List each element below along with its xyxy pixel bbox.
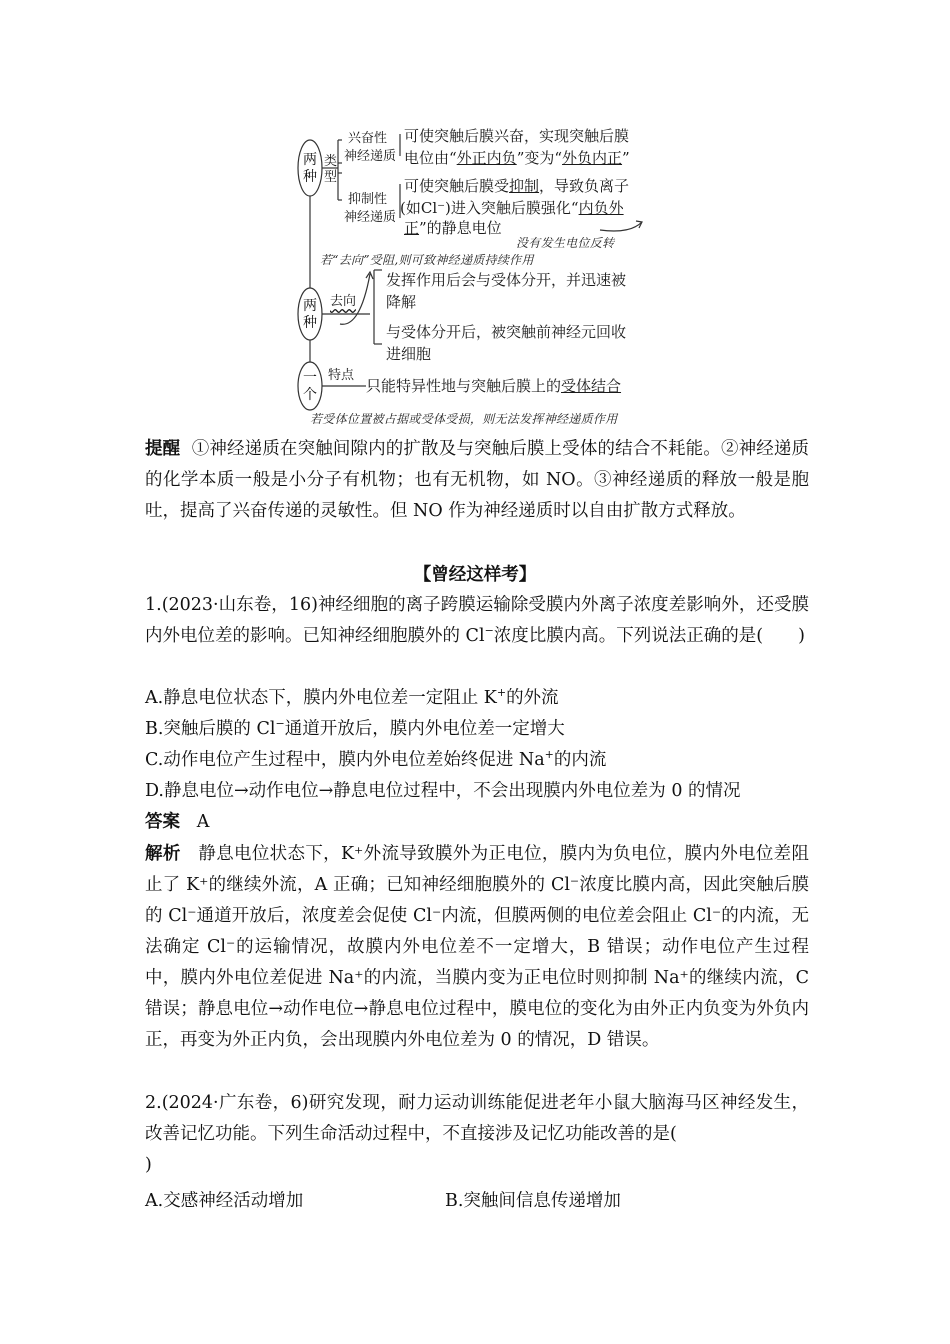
whereabouts-desc-3: 与受体分开后，被突触前神经元回收 [386,323,627,341]
excitatory-label-2: 神经递质 [344,149,397,164]
q1-answer-label: 答案 [145,812,180,832]
tip-paragraph [145,434,809,527]
q1-stem-b: 浓度比膜内高。下列说法正确的是( ) [493,626,805,646]
inhib-desc-3a: 正 [404,219,420,237]
q1-opt-a-a: A.静息电位状态下，膜内外电位差一定阻止 K [145,688,497,708]
q2-stem [145,1088,809,1181]
note-no-reversal: 没有发生电位反转 [516,236,615,250]
inhib-desc-2a: (如Cl⁻)进入突触后膜强化“ [400,199,579,217]
inhibitory-desc-line-1 [404,176,629,196]
excit-desc-2c: ”变为“ [516,149,563,167]
q2-stem-text: 2.(2024·广东卷，6)研究发现，耐力运动训练能促进老年小鼠大脑海马区神经发生，改善记忆功能。下列生命活动过程中，不直接涉及记忆功能改善的是( [145,1093,809,1144]
q1-opt-a-b: 的外流 [506,688,559,708]
whereabouts-desc-1: 发挥作用后会与受体分开，并迅速被 [386,271,627,289]
q1-option-b [145,714,565,744]
q1-opt-b-a: B.突触后膜的 Cl [145,719,276,739]
q2-stem-end: ) [145,1155,152,1175]
excit-desc-2a: 电位由“ [404,149,457,167]
inhib-desc-2b: 内负外 [578,199,624,217]
q1-option-d: D.静息电位→动作电位→静息电位过程中，不会出现膜内外电位差为 0 的情况 [145,781,741,801]
section-title: 【曾经这样考】 [413,565,537,585]
q2-option-a: A.交感神经活动增加 [145,1191,304,1211]
inhibitory-desc-line-2 [400,198,624,218]
excitatory-desc-line-1: 可使突触后膜兴奋，实现突触后膜 [404,127,630,145]
q1-analysis-label: 解析 [145,844,181,864]
circle-feature-label: 一个 [303,370,317,403]
inhib-desc-3b: ”的静息电位 [419,219,502,237]
note-receptor: 若受体位置被占据或受体受损，则无法发挥神经递质作用 [310,412,618,426]
inhibitory-label-1: 抑制性 [348,192,388,207]
excit-desc-2d: 外负内正 [562,149,623,167]
q1-answer [145,807,209,837]
inhibitory-desc-line-3 [404,218,502,238]
q1-stem-a: 1.(2023·山东卷，16)神经细胞的离子跨膜运输除受膜内外离子浓度差影响外，还受膜内外电位差的影响。已知神经细胞膜外的 Cl [145,595,809,646]
feature-desc-a: 只能特异性地与突触后膜上的 [366,377,562,395]
feature-desc-b: 受体结合 [561,377,622,395]
feature-desc [366,376,621,396]
q1-opt-c-a: C.动作电位产生过程中，膜内外电位差始终促进 Na [145,750,545,770]
whereabouts-desc-2: 降解 [386,293,417,311]
q1-analysis [145,839,809,1056]
q1-stem-sup: − [484,624,494,638]
q1-opt-c-sup: + [544,748,554,762]
q1-opt-a-sup: + [496,686,507,700]
excitatory-label-1: 兴奋性 [348,131,388,146]
tip-label: 提醒 [145,439,181,459]
circle-whereabouts-label: 两种 [303,298,317,331]
q2-option-b: B.突触间信息传递增加 [445,1191,621,1211]
inhib-desc-1a: 可使突触后膜受 [404,177,510,195]
excit-desc-2e: ” [622,149,630,167]
whereabouts-desc-4: 进细胞 [386,345,432,363]
q1-stem [145,590,809,652]
q1-opt-b-b: 通道开放后，膜内外电位差一定增大 [284,719,565,739]
q1-analysis-text: 静息电位状态下，K⁺外流导致膜外为正电位，膜内为负电位，膜内外电位差阻止了 K⁺的继续外流，A 正确；已知神经细胞膜外的 Cl⁻浓度比膜内高，因此突触后膜的 Cl⁻通道开放后，浓度差会促使 Cl⁻内流，但膜两侧的电位差会阻止 Cl⁻的内流，无法确定 Cl⁻的运输情况，故膜内外电位差不一定增大，B 错误；动作电位产生过程中，膜内外电位差促进 Na⁺的内流，当膜内变为正电位时则抑制 Na⁺的继续内流，C 错误；静息电位→动作电位→静息电位过程中，膜电位的变化为由外正内负变为外负内正，再变为外正内负，会出现膜内外电位差为 0 的情况，D 错误。 [145,844,810,1050]
feature-label: 特点 [328,368,355,383]
excit-desc-2b: 外正内负 [456,149,517,167]
q1-option-c [145,745,606,775]
q1-answer-value: A [196,812,210,832]
tip-text: ①神经递质在突触间隙内的扩散及与突触后膜上受体的结合不耗能。②神经递质的化学本质一般是小分子有机物；也有无机物，如 NO。③神经递质的释放一般是胞吐，提高了兴奋传递的灵敏性。但 NO 作为神经递质时以自由扩散方式释放。 [145,439,810,521]
q1-option-a [145,683,559,713]
note-blocked: 若“去向”受阻,则可致神经递质持续作用 [320,253,534,267]
whereabouts-label: 去向 [330,294,357,309]
inhib-desc-1c: ，导致负离子 [539,177,630,195]
inhib-desc-1b: 抑制 [509,177,540,195]
concept-diagram [290,118,670,430]
inhibitory-label-2: 神经递质 [344,210,397,225]
excitatory-desc-line-2 [404,148,630,168]
q1-opt-c-b: 的内流 [553,750,607,770]
circle-types-label: 两种 [303,152,317,185]
q1-opt-b-sup: − [275,717,285,731]
type-label: 类型 [324,154,338,185]
